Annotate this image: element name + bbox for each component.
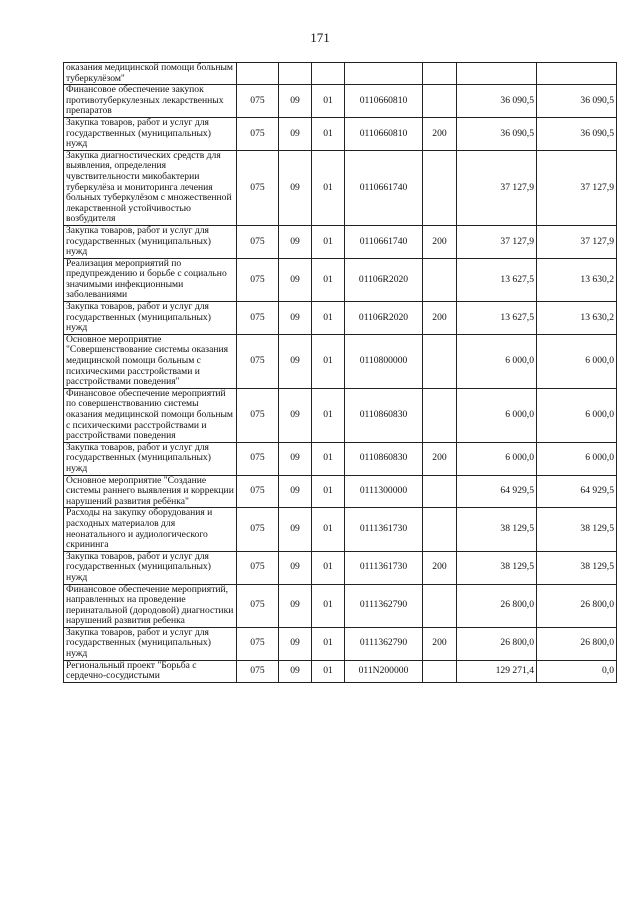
target-article-cell: 011N200000 <box>345 660 423 682</box>
amount-year2-cell: 26 800,0 <box>537 627 617 660</box>
amount-year2-cell: 0,0 <box>537 660 617 682</box>
section-code-cell: 09 <box>279 475 312 508</box>
section-code-cell: 09 <box>279 85 312 118</box>
expense-type-cell <box>423 508 457 551</box>
amount-year1-cell: 38 129,5 <box>457 508 537 551</box>
expense-type-cell <box>423 150 457 225</box>
expense-type-cell <box>423 475 457 508</box>
table-row <box>64 584 617 627</box>
section-code-cell: 09 <box>279 627 312 660</box>
expense-type-cell <box>423 85 457 118</box>
target-article-cell <box>345 63 423 85</box>
amount-year2-cell: 13 630,2 <box>537 258 617 301</box>
row-name-cell: Закупка товаров, работ и услуг для государственных (муниципальных) нужд <box>64 627 237 660</box>
subsection-code-cell: 01 <box>312 85 345 118</box>
table-row <box>64 442 617 475</box>
target-article-cell: 0110860830 <box>345 442 423 475</box>
subsection-code-cell: 01 <box>312 225 345 258</box>
row-name-cell: Закупка товаров, работ и услуг для государственных (муниципальных) нужд <box>64 302 237 335</box>
ministry-code-cell: 075 <box>237 117 279 150</box>
table-row <box>64 85 617 118</box>
table-row <box>64 302 617 335</box>
subsection-code-cell: 01 <box>312 388 345 442</box>
expense-type-cell <box>423 388 457 442</box>
budget-table <box>63 62 617 683</box>
target-article-cell: 0110860830 <box>345 388 423 442</box>
subsection-code-cell: 01 <box>312 627 345 660</box>
row-name-cell: Финансовое обеспечение мероприятий, направленных на проведение перинатальной (дородовой) диагностики нарушений развития ребенка <box>64 584 237 627</box>
table-row <box>64 117 617 150</box>
section-code-cell: 09 <box>279 150 312 225</box>
target-article-cell: 0111362790 <box>345 584 423 627</box>
target-article-cell: 01106R2020 <box>345 258 423 301</box>
expense-type-cell <box>423 584 457 627</box>
amount-year2-cell: 6 000,0 <box>537 334 617 388</box>
table-row <box>64 334 617 388</box>
row-name-cell: Реализация мероприятий по предупреждению и борьбе с социально значимыми инфекционными заболеваниями <box>64 258 237 301</box>
section-code-cell: 09 <box>279 225 312 258</box>
row-name-cell: Основное мероприятие "Создание системы раннего выявления и коррекции нарушений развития ребёнка" <box>64 475 237 508</box>
amount-year2-cell: 38 129,5 <box>537 551 617 584</box>
row-name-cell: Закупка товаров, работ и услуг для государственных (муниципальных) нужд <box>64 225 237 258</box>
amount-year2-cell: 38 129,5 <box>537 508 617 551</box>
subsection-code-cell: 01 <box>312 508 345 551</box>
subsection-code-cell: 01 <box>312 258 345 301</box>
table-row <box>64 150 617 225</box>
section-code-cell: 09 <box>279 508 312 551</box>
table-row <box>64 551 617 584</box>
expense-type-cell: 200 <box>423 627 457 660</box>
amount-year1-cell: 26 800,0 <box>457 627 537 660</box>
ministry-code-cell: 075 <box>237 475 279 508</box>
subsection-code-cell: 01 <box>312 117 345 150</box>
ministry-code-cell: 075 <box>237 508 279 551</box>
ministry-code-cell: 075 <box>237 334 279 388</box>
table-row <box>64 508 617 551</box>
table-row <box>64 475 617 508</box>
amount-year1-cell: 129 271,4 <box>457 660 537 682</box>
expense-type-cell <box>423 63 457 85</box>
page-number: 171 <box>310 30 330 45</box>
amount-year2-cell: 64 929,5 <box>537 475 617 508</box>
target-article-cell: 0110800000 <box>345 334 423 388</box>
target-article-cell: 0111300000 <box>345 475 423 508</box>
amount-year2-cell: 37 127,9 <box>537 150 617 225</box>
row-name-cell: Финансовое обеспечение закупок противотуберкулезных лекарственных препаратов <box>64 85 237 118</box>
section-code-cell: 09 <box>279 551 312 584</box>
target-article-cell: 01106R2020 <box>345 302 423 335</box>
section-code-cell: 09 <box>279 388 312 442</box>
ministry-code-cell: 075 <box>237 302 279 335</box>
table-body <box>64 63 617 683</box>
amount-year1-cell: 6 000,0 <box>457 442 537 475</box>
row-name-cell: Закупка товаров, работ и услуг для государственных (муниципальных) нужд <box>64 551 237 584</box>
subsection-code-cell: 01 <box>312 442 345 475</box>
target-article-cell: 0111362790 <box>345 627 423 660</box>
amount-year1-cell: 13 627,5 <box>457 302 537 335</box>
subsection-code-cell: 01 <box>312 660 345 682</box>
table-row <box>64 225 617 258</box>
amount-year1-cell: 38 129,5 <box>457 551 537 584</box>
amount-year1-cell <box>457 63 537 85</box>
target-article-cell: 0110660810 <box>345 117 423 150</box>
expense-type-cell: 200 <box>423 302 457 335</box>
expense-type-cell <box>423 334 457 388</box>
table-row <box>64 660 617 682</box>
row-name-cell: Закупка товаров, работ и услуг для государственных (муниципальных) нужд <box>64 117 237 150</box>
row-name-cell: Финансовое обеспечение мероприятий по совершенствованию системы оказания медицинской помощи больным с психическими расстройствами и расстройствами поведения <box>64 388 237 442</box>
expense-type-cell: 200 <box>423 225 457 258</box>
ministry-code-cell: 075 <box>237 85 279 118</box>
amount-year1-cell: 36 090,5 <box>457 117 537 150</box>
amount-year1-cell: 6 000,0 <box>457 334 537 388</box>
ministry-code-cell: 075 <box>237 551 279 584</box>
ministry-code-cell: 075 <box>237 442 279 475</box>
target-article-cell: 0110661740 <box>345 225 423 258</box>
amount-year2-cell: 6 000,0 <box>537 388 617 442</box>
target-article-cell: 0110660810 <box>345 85 423 118</box>
row-name-cell: оказания медицинской помощи больным туберкулёзом" <box>64 63 237 85</box>
expense-type-cell <box>423 660 457 682</box>
section-code-cell: 09 <box>279 302 312 335</box>
amount-year1-cell: 26 800,0 <box>457 584 537 627</box>
expense-type-cell: 200 <box>423 442 457 475</box>
expense-type-cell: 200 <box>423 551 457 584</box>
ministry-code-cell: 075 <box>237 584 279 627</box>
target-article-cell: 0111361730 <box>345 508 423 551</box>
amount-year2-cell: 13 630,2 <box>537 302 617 335</box>
subsection-code-cell: 01 <box>312 584 345 627</box>
section-code-cell: 09 <box>279 258 312 301</box>
expense-type-cell: 200 <box>423 117 457 150</box>
row-name-cell: Закупка диагностических средств для выявления, определения чувствительности микобактерии туберкулёза и мониторинга лечения больных туберкулёзом с множественной лекарственной устойчивостью возбудителя <box>64 150 237 225</box>
subsection-code-cell: 01 <box>312 475 345 508</box>
ministry-code-cell: 075 <box>237 150 279 225</box>
section-code-cell: 09 <box>279 660 312 682</box>
table-row <box>64 63 617 85</box>
section-code-cell: 09 <box>279 334 312 388</box>
subsection-code-cell: 01 <box>312 150 345 225</box>
table-row <box>64 388 617 442</box>
amount-year2-cell: 37 127,9 <box>537 225 617 258</box>
expense-type-cell <box>423 258 457 301</box>
row-name-cell: Закупка товаров, работ и услуг для государственных (муниципальных) нужд <box>64 442 237 475</box>
ministry-code-cell: 075 <box>237 388 279 442</box>
amount-year2-cell: 6 000,0 <box>537 442 617 475</box>
amount-year2-cell: 36 090,5 <box>537 85 617 118</box>
ministry-code-cell: 075 <box>237 660 279 682</box>
subsection-code-cell: 01 <box>312 334 345 388</box>
subsection-code-cell: 01 <box>312 302 345 335</box>
table-row <box>64 627 617 660</box>
ministry-code-cell: 075 <box>237 627 279 660</box>
ministry-code-cell <box>237 63 279 85</box>
amount-year1-cell: 36 090,5 <box>457 85 537 118</box>
amount-year1-cell: 64 929,5 <box>457 475 537 508</box>
section-code-cell <box>279 63 312 85</box>
subsection-code-cell <box>312 63 345 85</box>
section-code-cell: 09 <box>279 442 312 475</box>
target-article-cell: 0110661740 <box>345 150 423 225</box>
section-code-cell: 09 <box>279 117 312 150</box>
row-name-cell: Основное мероприятие "Совершенствование системы оказания медицинской помощи больным с психическими расстройствами и расстройствами поведения" <box>64 334 237 388</box>
amount-year2-cell <box>537 63 617 85</box>
amount-year2-cell: 26 800,0 <box>537 584 617 627</box>
amount-year1-cell: 6 000,0 <box>457 388 537 442</box>
target-article-cell: 0111361730 <box>345 551 423 584</box>
ministry-code-cell: 075 <box>237 225 279 258</box>
row-name-cell: Региональный проект "Борьба с сердечно-сосудистыми <box>64 660 237 682</box>
amount-year2-cell: 36 090,5 <box>537 117 617 150</box>
ministry-code-cell: 075 <box>237 258 279 301</box>
amount-year1-cell: 37 127,9 <box>457 225 537 258</box>
row-name-cell: Расходы на закупку оборудования и расходных материалов для неонатального и аудиологического скрининга <box>64 508 237 551</box>
amount-year1-cell: 13 627,5 <box>457 258 537 301</box>
section-code-cell: 09 <box>279 584 312 627</box>
subsection-code-cell: 01 <box>312 551 345 584</box>
table-row <box>64 258 617 301</box>
amount-year1-cell: 37 127,9 <box>457 150 537 225</box>
